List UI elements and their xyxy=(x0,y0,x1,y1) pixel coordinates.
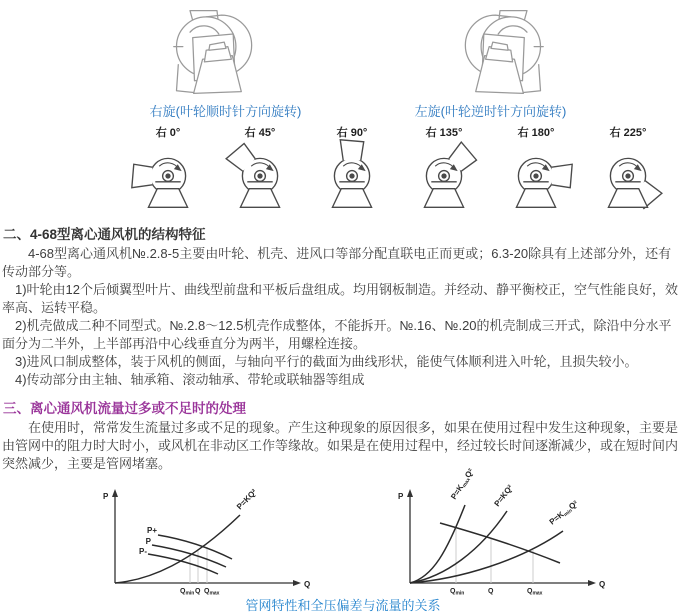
orientation-label: 右 90° xyxy=(336,127,368,139)
section2-item-4: 4)传动部分由主轴、轴承箱、滚动轴承、带轮或联轴器等组成 xyxy=(15,372,365,387)
right-ylabel: P xyxy=(398,492,404,501)
left-rotation-fan-drawing xyxy=(401,4,581,100)
right-tick-q: Q xyxy=(488,588,494,595)
section2-item-2: 2)机壳做成二种不同型式。№.2.8～12.5机壳作成整体，不能拆开。№.16、№.20的机壳制成三开式，除沿中分水平面分为二半外，上半部再沿中心线垂直分为两半，用螺栓连接。 xyxy=(2,318,672,351)
p-label: P xyxy=(145,537,151,546)
section2-item-1: 1)叶轮由12个后倾翼型叶片、曲线型前盘和平板后盘组成。均用钢板制造。并经动、静平衡校正，空气性能良好，效率高、运转平稳。 xyxy=(2,282,679,315)
x-axis-arrow xyxy=(588,580,596,586)
left-tick-qmin: $Q_{min}$ xyxy=(180,588,195,597)
left-ylabel: P xyxy=(103,492,109,501)
fan-orientation-45-icon xyxy=(216,140,304,210)
orientation-item-1 xyxy=(216,124,304,215)
left-xlabel: Q xyxy=(304,580,311,589)
orientation-item-2 xyxy=(308,124,396,215)
right-rotation-caption: 右旋(叶轮顺时针方向旋转) xyxy=(149,104,302,119)
kmin-label: P=KminQ² xyxy=(547,498,580,527)
fan-figure-left-rotation xyxy=(383,4,598,120)
left-rotation-caption: 左旋(叶轮逆时针方向旋转) xyxy=(414,104,567,119)
x-axis-arrow xyxy=(293,580,301,586)
fan-orientation-180-icon xyxy=(492,140,580,210)
orientation-item-4 xyxy=(492,124,580,215)
y-axis-arrow xyxy=(407,489,413,497)
fan-orientation-225-icon xyxy=(584,140,672,210)
network-parabola-kmin xyxy=(410,531,563,583)
network-parabola xyxy=(115,515,240,583)
orientation-item-5 xyxy=(584,124,672,215)
section2-heading: 二、4-68型离心通风机的结构特征 xyxy=(3,227,206,242)
right-rotation-fan-drawing xyxy=(136,4,316,100)
network-parabola-label: P=KQ² xyxy=(234,487,259,512)
p-plus-label: P+ xyxy=(146,526,157,535)
fan-figure-right-rotation xyxy=(118,4,333,120)
fan-orientation-0-icon xyxy=(124,140,212,210)
section2-item-3: 3)进风口制成整体，装于风机的侧面，与轴向平行的截面为曲线形状，能使气体顺利进入叶轮，且损失较小。 xyxy=(15,354,638,369)
orientation-label: 右 0° xyxy=(155,127,181,139)
right-tick-qmin: $Q_{min}$ xyxy=(450,588,465,597)
orientation-label: 右 225° xyxy=(609,127,647,139)
section3-heading: 三、离心通风机流量过多或不足时的处理 xyxy=(3,401,246,416)
k-label: P=KQ² xyxy=(492,483,515,509)
section-structure-features xyxy=(2,223,684,389)
charts-row xyxy=(0,467,686,597)
orientation-label: 右 135° xyxy=(425,127,463,139)
section3-paragraph-1: 在使用时，常常发生流量过多或不足的现象。产生这种现象的原因很多，如果在使用过程中发生这种现象，主要是由管网中的阻力时大时小，或风机在非动区工作等缘故。如果是在使用过程中，经过较长时间逐渐减少，或在短时间内突然减少，主要是管网堵塞。 xyxy=(2,420,679,471)
y-axis-arrow xyxy=(112,489,118,497)
orientation-item-3 xyxy=(400,124,488,215)
fan-orientation-135-icon xyxy=(400,140,488,210)
right-xlabel: Q xyxy=(599,580,606,589)
fan-orientation-90-icon xyxy=(308,140,396,210)
left-tick-qmax: $Q_{max}$ xyxy=(204,588,220,597)
left-chart-pressure-deviation xyxy=(90,483,315,595)
orientation-diagrams-row xyxy=(0,124,686,215)
fan-figures-row xyxy=(0,0,686,120)
section-flow-handling xyxy=(2,397,684,473)
p-minus-label: P- xyxy=(139,547,147,556)
orientation-item-0 xyxy=(124,124,212,215)
kmax-label: P=KmaxQ² xyxy=(449,467,476,502)
charts-caption: 管网特性和全压偏差与流量的关系 xyxy=(245,598,441,613)
orientation-label: 右 180° xyxy=(517,127,555,139)
network-parabola-kmax xyxy=(410,505,465,583)
right-chart-network-characteristics xyxy=(385,467,620,597)
orientation-label: 右 45° xyxy=(244,127,276,139)
right-tick-qmax: $Q_{max}$ xyxy=(527,588,543,597)
fan-pressure-curve xyxy=(440,523,560,563)
left-tick-q: Q xyxy=(195,588,201,595)
section2-paragraph-1: 4-68型离心通风机№.2.8-5主要由叶轮、机壳、进风口等部分配直联电正而更或；6.3-20除具有上述部分外，还有传动部分等。 xyxy=(2,246,672,279)
